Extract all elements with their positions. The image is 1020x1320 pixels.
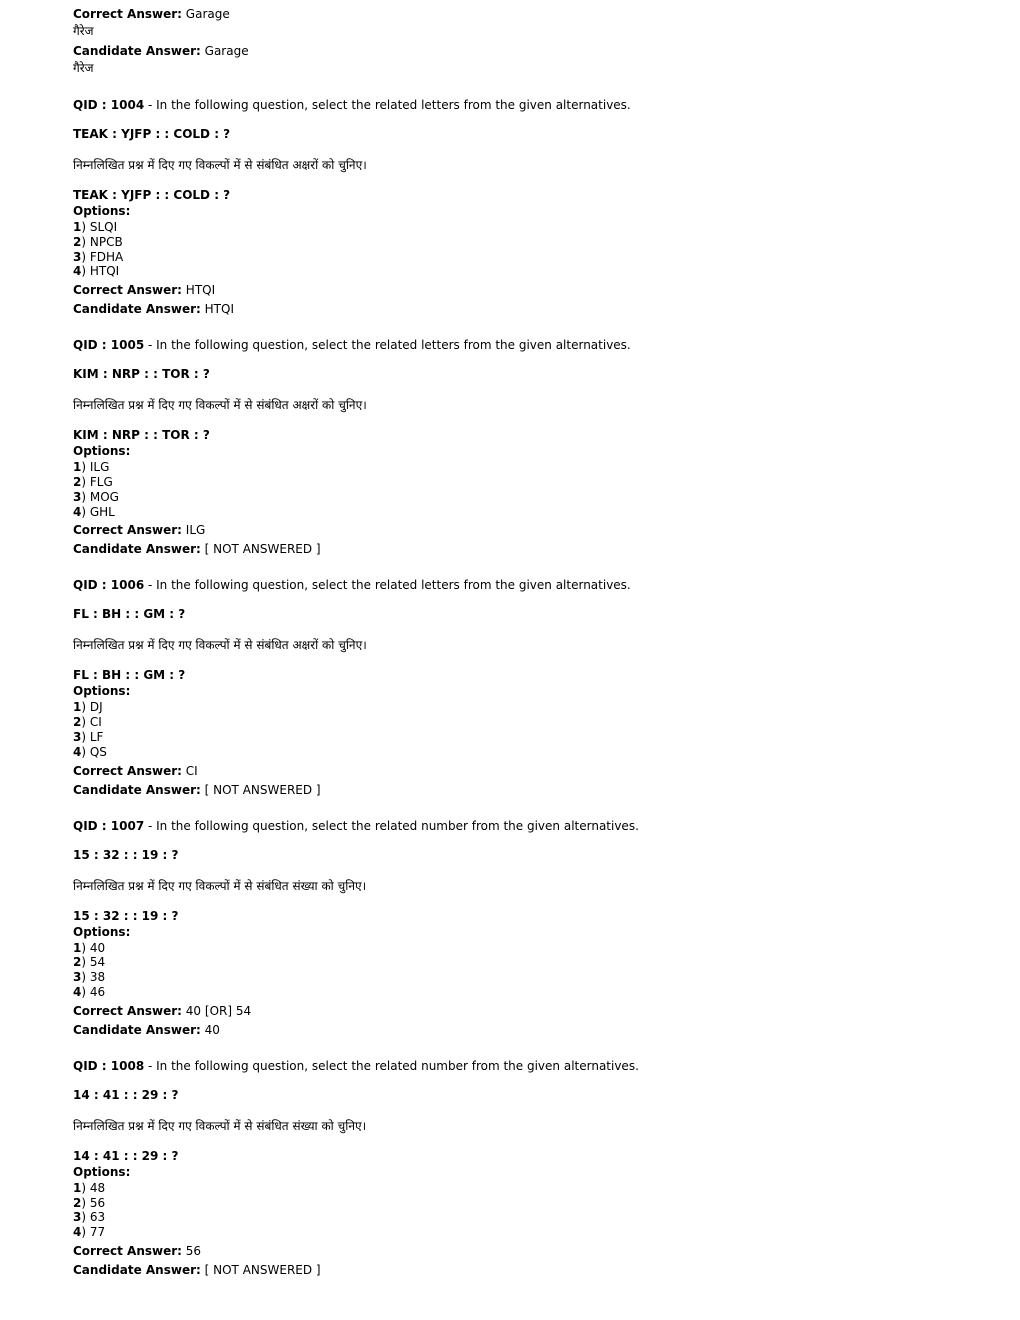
correct-answer-label: Correct Answer: xyxy=(73,1003,182,1018)
question-list xyxy=(73,97,973,1278)
question-id: QID : 1005 xyxy=(73,338,145,353)
option-text: ) 38 xyxy=(81,970,106,985)
question-header xyxy=(73,97,973,113)
candidate-answer-label: Candidate Answer: xyxy=(73,1022,201,1037)
option-number: 2 xyxy=(73,1195,82,1210)
option-item xyxy=(73,730,973,745)
option-number: 3 xyxy=(73,1210,82,1225)
option-item xyxy=(73,505,973,520)
option-item xyxy=(73,235,973,250)
question-expression-hindi: 14 : 41 : : 29 : ? xyxy=(73,1148,179,1163)
option-number: 3 xyxy=(73,489,82,504)
question-text: - In the following question, select the related letters from the given alternatives. xyxy=(144,98,631,112)
option-item xyxy=(73,475,973,490)
correct-answer-value: Garage xyxy=(185,7,230,21)
option-text: ) NPCB xyxy=(81,234,123,249)
question-text-hindi: निम्नलिखित प्रश्न में दिए गए विकल्पों में से संबंधित संख्या को चुनिए। xyxy=(73,1118,367,1133)
question-expression: FL : BH : : GM : ? xyxy=(73,607,186,622)
option-number: 4 xyxy=(73,1225,82,1240)
correct-answer-label: Correct Answer: xyxy=(73,523,182,538)
option-number: 1 xyxy=(73,460,82,475)
question-expression-hindi: 15 : 32 : : 19 : ? xyxy=(73,908,179,923)
option-text: ) 40 xyxy=(81,940,106,955)
question-block xyxy=(73,577,973,797)
candidate-answer-line xyxy=(73,44,973,59)
question-id: QID : 1008 xyxy=(73,1058,145,1073)
option-number: 4 xyxy=(73,504,82,519)
question-header xyxy=(73,818,973,834)
option-item xyxy=(73,1196,973,1211)
option-text: ) 46 xyxy=(81,984,106,999)
options-list xyxy=(73,220,973,279)
question-text: - In the following question, select the related letters from the given alternatives. xyxy=(144,578,631,593)
option-text: ) 48 xyxy=(81,1180,106,1195)
option-number: 4 xyxy=(73,744,82,759)
options-label: Options: xyxy=(73,684,131,699)
option-text: ) QS xyxy=(81,744,107,759)
question-text: - In the following question, select the related number from the given alternatives. xyxy=(144,818,639,833)
candidate-answer-label: Candidate Answer: xyxy=(73,542,201,557)
question-expression: 15 : 32 : : 19 : ? xyxy=(73,847,179,862)
options-list xyxy=(73,941,973,1000)
correct-answer-label: Correct Answer: xyxy=(73,1243,182,1258)
option-text: ) FLG xyxy=(81,474,113,489)
candidate-answer-line xyxy=(73,1262,973,1278)
question-expression: TEAK : YJFP : : COLD : ? xyxy=(73,127,231,141)
option-item xyxy=(73,1210,973,1225)
candidate-answer-line xyxy=(73,301,973,317)
candidate-answer-label: Candidate Answer: xyxy=(73,44,201,58)
options-list xyxy=(73,460,973,519)
candidate-answer-value: 40 xyxy=(204,1022,220,1037)
question-header xyxy=(73,577,973,593)
option-number: 2 xyxy=(73,234,82,249)
candidate-answer-label: Candidate Answer: xyxy=(73,1262,201,1277)
option-number: 3 xyxy=(73,249,82,264)
question-id: QID : 1006 xyxy=(73,578,145,593)
question-header xyxy=(73,337,973,353)
correct-answer-line xyxy=(73,1003,973,1019)
option-text: ) DJ xyxy=(81,700,103,715)
question-expression: 14 : 41 : : 29 : ? xyxy=(73,1087,179,1102)
option-item xyxy=(73,941,973,956)
question-text: - In the following question, select the related number from the given alternatives. xyxy=(144,1058,639,1073)
option-text: ) CI xyxy=(81,715,102,730)
option-text: ) 77 xyxy=(81,1225,106,1240)
question-block xyxy=(73,97,973,317)
question-expression: KIM : NRP : : TOR : ? xyxy=(73,367,210,382)
question-text-hindi: निम्नलिखित प्रश्न में दिए गए विकल्पों में से संबंधित अक्षरों को चुनिए। xyxy=(73,158,367,172)
option-text: ) 63 xyxy=(81,1210,106,1225)
option-number: 1 xyxy=(73,940,82,955)
option-number: 3 xyxy=(73,970,82,985)
candidate-answer-line xyxy=(73,1022,973,1038)
options-label: Options: xyxy=(73,204,131,218)
option-text: ) GHL xyxy=(81,504,115,519)
correct-answer-line xyxy=(73,1243,973,1259)
option-item xyxy=(73,700,973,715)
correct-answer-label: Correct Answer: xyxy=(73,763,182,778)
question-text-hindi: निम्नलिखित प्रश्न में दिए गए विकल्पों में से संबंधित अक्षरों को चुनिए। xyxy=(73,398,367,413)
option-item xyxy=(73,715,973,730)
question-text: - In the following question, select the related letters from the given alternatives. xyxy=(144,338,631,353)
correct-answer-value: 40 [OR] 54 xyxy=(185,1003,252,1018)
option-text: ) 56 xyxy=(81,1195,106,1210)
correct-answer-line xyxy=(73,522,973,538)
candidate-answer-label: Candidate Answer: xyxy=(73,302,201,317)
option-number: 4 xyxy=(73,264,82,279)
option-number: 1 xyxy=(73,700,82,715)
option-item xyxy=(73,970,973,985)
option-number: 1 xyxy=(73,1180,82,1195)
option-text: ) LF xyxy=(81,729,104,744)
option-text: ) 54 xyxy=(81,955,106,970)
question-text-hindi: निम्नलिखित प्रश्न में दिए गए विकल्पों में से संबंधित अक्षरों को चुनिए। xyxy=(73,638,367,653)
question-expression-hindi: TEAK : YJFP : : COLD : ? xyxy=(73,188,231,202)
option-item xyxy=(73,460,973,475)
option-item xyxy=(73,745,973,760)
option-text: ) MOG xyxy=(81,489,119,504)
option-number: 4 xyxy=(73,984,82,999)
correct-answer-value: ILG xyxy=(185,523,206,538)
options-label: Options: xyxy=(73,1164,131,1179)
option-number: 2 xyxy=(73,715,82,730)
option-item xyxy=(73,985,973,1000)
answer-key-page xyxy=(73,7,973,1278)
options-label: Options: xyxy=(73,924,131,939)
question-id: QID : 1004 xyxy=(73,98,145,112)
correct-answer-label: Correct Answer: xyxy=(73,283,182,298)
correct-answer-value: HTQI xyxy=(185,283,216,298)
candidate-answer-value: HTQI xyxy=(204,302,234,317)
option-number: 1 xyxy=(73,220,82,234)
option-item xyxy=(73,264,973,279)
correct-answer-value: CI xyxy=(185,763,198,778)
question-header xyxy=(73,1058,973,1074)
candidate-answer-label: Candidate Answer: xyxy=(73,782,201,797)
question-id: QID : 1007 xyxy=(73,818,145,833)
option-text: ) FDHA xyxy=(81,249,124,264)
correct-answer-line xyxy=(73,763,973,779)
options-list xyxy=(73,700,973,759)
candidate-answer-line xyxy=(73,782,973,798)
candidate-answer-hindi: गैरेज xyxy=(73,61,94,75)
candidate-answer-line xyxy=(73,541,973,557)
option-item xyxy=(73,250,973,265)
options-list xyxy=(73,1181,973,1240)
correct-answer-value: 56 xyxy=(185,1243,202,1258)
question-block xyxy=(73,337,973,557)
option-text: ) ILG xyxy=(81,460,110,475)
candidate-answer-value: [ NOT ANSWERED ] xyxy=(204,1262,321,1277)
candidate-answer-value: Garage xyxy=(204,44,249,58)
question-expression-hindi: KIM : NRP : : TOR : ? xyxy=(73,428,210,443)
correct-answer-hindi: गैरेज xyxy=(73,24,94,38)
correct-answer-label: Correct Answer: xyxy=(73,7,182,21)
option-item xyxy=(73,1225,973,1240)
previous-answer-block xyxy=(73,7,973,77)
option-item xyxy=(73,490,973,505)
options-label: Options: xyxy=(73,444,131,459)
option-number: 2 xyxy=(73,955,82,970)
option-number: 2 xyxy=(73,474,82,489)
question-expression-hindi: FL : BH : : GM : ? xyxy=(73,668,186,683)
question-block xyxy=(73,818,973,1038)
option-number: 3 xyxy=(73,729,82,744)
question-block xyxy=(73,1058,973,1278)
option-item xyxy=(73,220,973,235)
option-item xyxy=(73,1181,973,1196)
option-text: ) SLQI xyxy=(81,220,118,234)
option-text: ) HTQI xyxy=(81,264,120,279)
candidate-answer-value: [ NOT ANSWERED ] xyxy=(204,782,321,797)
correct-answer-line xyxy=(73,7,973,22)
question-text-hindi: निम्नलिखित प्रश्न में दिए गए विकल्पों में से संबंधित संख्या को चुनिए। xyxy=(73,878,367,893)
candidate-answer-value: [ NOT ANSWERED ] xyxy=(204,542,321,557)
option-item xyxy=(73,955,973,970)
correct-answer-line xyxy=(73,282,973,298)
